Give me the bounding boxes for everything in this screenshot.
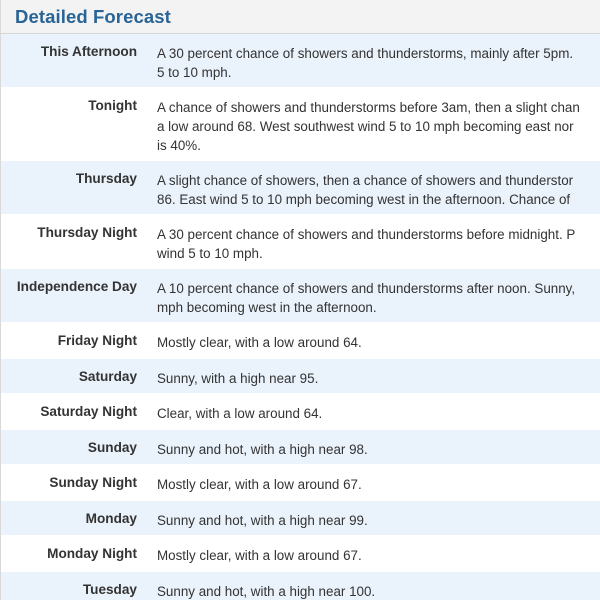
forecast-description — [137, 269, 600, 322]
forecast-period-label: Monday Night — [47, 546, 137, 561]
forecast-list — [1, 34, 600, 600]
forecast-description-line: 5 to 10 mph. — [157, 65, 232, 80]
forecast-row — [1, 161, 600, 215]
forecast-period-label: Tonight — [88, 98, 137, 113]
forecast-description — [137, 161, 600, 214]
forecast-description — [137, 430, 600, 465]
forecast-description-line: Sunny and hot, with a high near 98. — [157, 441, 368, 457]
forecast-period-label: Thursday — [75, 171, 137, 186]
forecast-description-line: A 30 percent chance of showers and thunderstorms before midnight. P — [157, 227, 576, 242]
forecast-description-line: 86. East wind 5 to 10 mph becoming west in the afternoon. Chance of — [157, 192, 571, 207]
forecast-description — [137, 323, 600, 358]
forecast-period-label: Monday — [85, 510, 137, 526]
forecast-row — [1, 215, 600, 269]
forecast-row — [1, 323, 600, 359]
forecast-period-label: Saturday — [78, 368, 137, 384]
forecast-period-label: Independence Day — [16, 279, 137, 294]
panel-header — [1, 0, 600, 34]
forecast-row — [1, 88, 600, 161]
forecast-period-label: Sunday Night — [49, 475, 137, 490]
forecast-row — [1, 465, 600, 501]
panel-title: Detailed Forecast — [15, 5, 171, 27]
forecast-description-line: wind 5 to 10 mph. — [157, 246, 263, 261]
forecast-description — [137, 501, 600, 536]
forecast-description — [137, 215, 600, 268]
forecast-description-line: A 30 percent chance of showers and thunderstorms, mainly after 5pm. — [157, 46, 574, 61]
forecast-description — [137, 572, 600, 600]
forecast-period-label: Thursday Night — [37, 225, 137, 240]
forecast-period-label: Sunday — [87, 439, 137, 455]
forecast-row — [1, 501, 600, 537]
forecast-description-line: Sunny and hot, with a high near 99. — [157, 512, 368, 528]
forecast-description — [137, 88, 600, 160]
forecast-description-line: A 10 percent chance of showers and thunderstorms after noon. Sunny, — [157, 281, 576, 296]
forecast-description — [137, 536, 600, 571]
forecast-description-line: Mostly clear, with a low around 67. — [157, 548, 362, 563]
forecast-row — [1, 394, 600, 430]
forecast-description-line: A chance of showers and thunderstorms before 3am, then a slight chan — [157, 100, 580, 115]
forecast-row — [1, 34, 600, 88]
forecast-description-line: A slight chance of showers, then a chance of showers and thunderstor — [157, 173, 574, 188]
forecast-period-label: Tuesday — [82, 581, 137, 597]
forecast-description-line: Sunny and hot, with a high near 100. — [157, 583, 376, 599]
forecast-description — [137, 359, 600, 394]
forecast-period-label: Friday Night — [57, 333, 137, 348]
forecast-row — [1, 269, 600, 323]
forecast-row — [1, 430, 600, 466]
forecast-description-line: mph becoming west in the afternoon. — [157, 300, 377, 315]
forecast-description-line: Mostly clear, with a low around 64. — [157, 335, 362, 350]
forecast-row — [1, 536, 600, 572]
forecast-description-line: Sunny, with a high near 95. — [157, 370, 319, 386]
forecast-description-line: is 40%. — [157, 138, 201, 153]
forecast-description-line: a low around 68. West southwest wind 5 to 10 mph becoming east nor — [157, 119, 574, 134]
forecast-description-line: Mostly clear, with a low around 67. — [157, 477, 362, 492]
forecast-description — [137, 465, 600, 500]
forecast-description — [137, 394, 600, 429]
forecast-period-label: This Afternoon — [40, 44, 137, 59]
forecast-description — [137, 34, 600, 87]
forecast-row — [1, 359, 600, 395]
forecast-description-line: Clear, with a low around 64. — [157, 406, 323, 421]
forecast-period-label: Saturday Night — [40, 404, 137, 419]
forecast-row — [1, 572, 600, 600]
